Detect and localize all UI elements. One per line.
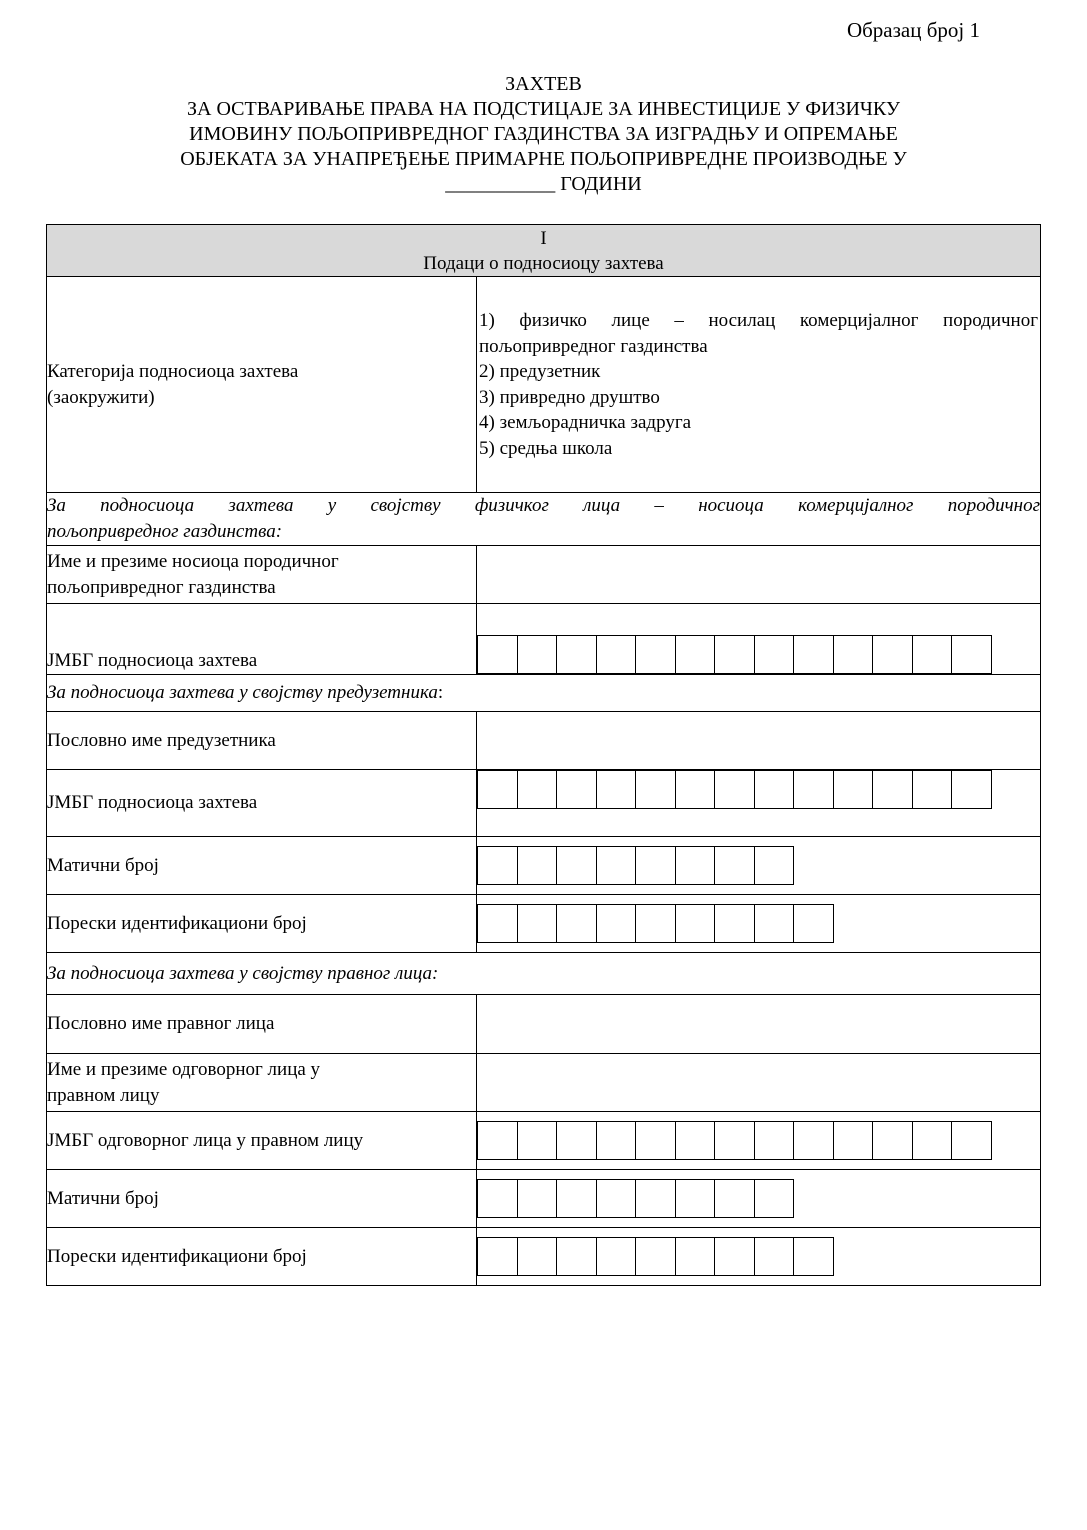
title-line-4: ОБЈЕКАТА ЗА УНАПРЕЂЕЊЕ ПРИМАРНЕ ПОЉОПРИВРЕДНЕ ПРОИЗВОДЊЕ У xyxy=(180,148,907,170)
digit-box[interactable] xyxy=(872,635,913,674)
legal-tax-row xyxy=(47,1228,1041,1286)
digit-box[interactable] xyxy=(675,1237,716,1276)
category-option-1-cont[interactable]: пољопривредног газдинства xyxy=(479,335,708,357)
category-label-line-2: (заокружити) xyxy=(47,386,155,408)
entrepreneur-jmbg-label: ЈМБГ подносиоца захтева xyxy=(47,770,477,837)
digit-box[interactable] xyxy=(675,1121,716,1160)
digit-box[interactable] xyxy=(675,1179,716,1218)
digit-box[interactable] xyxy=(714,1237,755,1276)
category-row xyxy=(47,277,1041,493)
holder-name-field[interactable] xyxy=(477,546,1041,604)
entrepreneur-name-field[interactable] xyxy=(477,712,1041,770)
legal-reg-row xyxy=(47,1170,1041,1228)
entrepreneur-tax-row xyxy=(47,895,1041,953)
entrepreneur-heading-row xyxy=(47,675,1041,712)
digit-box[interactable] xyxy=(635,635,676,674)
digit-box[interactable] xyxy=(517,635,558,674)
physical-person-heading-line-2: пољопривредног газдинства: xyxy=(47,521,283,542)
legal-name-field[interactable] xyxy=(477,995,1041,1054)
digit-box[interactable] xyxy=(517,904,558,943)
document-title xyxy=(0,72,1087,197)
digit-box[interactable] xyxy=(793,635,834,674)
physical-jmbg-field xyxy=(477,604,1041,675)
digit-box[interactable] xyxy=(635,770,676,809)
entrepreneur-tax-label: Порески идентификациони број xyxy=(47,895,477,953)
category-option-5[interactable]: 5) средња школа xyxy=(479,437,613,459)
digit-box[interactable] xyxy=(754,1237,795,1276)
digit-box[interactable] xyxy=(754,635,795,674)
entrepreneur-jmbg-row xyxy=(47,770,1041,837)
section-number: I xyxy=(540,227,547,249)
digit-box[interactable] xyxy=(793,1121,834,1160)
digit-box[interactable] xyxy=(556,1179,597,1218)
digit-box[interactable] xyxy=(596,846,637,885)
legal-name-label: Пословно име правног лица xyxy=(47,995,477,1054)
legal-jmbg-boxes[interactable] xyxy=(477,1121,1040,1160)
digit-box[interactable] xyxy=(596,635,637,674)
digit-box[interactable] xyxy=(477,635,518,674)
digit-box[interactable] xyxy=(556,770,597,809)
digit-box[interactable] xyxy=(635,1237,676,1276)
digit-box[interactable] xyxy=(714,635,755,674)
digit-box[interactable] xyxy=(793,1237,834,1276)
holder-name-row xyxy=(47,546,1041,604)
digit-box[interactable] xyxy=(793,770,834,809)
digit-box[interactable] xyxy=(714,904,755,943)
responsible-person-label-line-1: Име и презиме одговорног лица у xyxy=(47,1058,321,1080)
digit-box[interactable] xyxy=(517,1237,558,1276)
legal-tax-label: Порески идентификациони број xyxy=(47,1228,477,1286)
physical-jmbg-boxes[interactable] xyxy=(477,635,1040,674)
applicant-data-table xyxy=(46,224,1041,1286)
title-line-5: ___________ ГОДИНИ xyxy=(445,173,642,195)
section-title: Подаци о подносиоцу захтева xyxy=(423,252,664,274)
entrepreneur-jmbg-boxes[interactable] xyxy=(477,770,1040,809)
digit-box[interactable] xyxy=(833,635,874,674)
digit-box[interactable] xyxy=(517,1179,558,1218)
digit-box[interactable] xyxy=(912,770,953,809)
entrepreneur-reg-field xyxy=(477,837,1041,895)
digit-box[interactable] xyxy=(477,1121,518,1160)
digit-box[interactable] xyxy=(714,770,755,809)
section-header xyxy=(47,225,1041,277)
digit-box[interactable] xyxy=(714,1121,755,1160)
digit-box[interactable] xyxy=(635,1121,676,1160)
legal-tax-field xyxy=(477,1228,1041,1286)
entrepreneur-jmbg-field xyxy=(477,770,1041,837)
legal-jmbg-row xyxy=(47,1112,1041,1170)
digit-box[interactable] xyxy=(714,846,755,885)
digit-box[interactable] xyxy=(754,846,795,885)
section-header-row xyxy=(47,225,1041,277)
legal-jmbg-field xyxy=(477,1112,1041,1170)
digit-box[interactable] xyxy=(517,1121,558,1160)
digit-box[interactable] xyxy=(754,904,795,943)
digit-box[interactable] xyxy=(477,1179,518,1218)
digit-box[interactable] xyxy=(517,770,558,809)
physical-person-heading-row xyxy=(47,493,1041,546)
digit-box[interactable] xyxy=(872,770,913,809)
digit-box[interactable] xyxy=(596,1179,637,1218)
digit-box[interactable] xyxy=(833,770,874,809)
digit-box[interactable] xyxy=(675,635,716,674)
responsible-person-label xyxy=(47,1054,477,1112)
digit-box[interactable] xyxy=(754,770,795,809)
physical-jmbg-label-text: ЈМБГ подносиоца захтева xyxy=(47,650,258,671)
digit-box[interactable] xyxy=(951,770,992,809)
category-option-3[interactable]: 3) привредно друштво xyxy=(479,386,660,408)
entrepreneur-reg-label: Матични број xyxy=(47,837,477,895)
entrepreneur-reg-row xyxy=(47,837,1041,895)
physical-person-heading-line-1: За подносиоца захтева у својству физичког лица – носиоца комерцијалног породичног xyxy=(47,495,1041,516)
entrepreneur-heading xyxy=(47,675,1041,712)
digit-box[interactable] xyxy=(912,635,953,674)
category-label-line-1: Категорија подносиоца захтева xyxy=(47,360,299,382)
entrepreneur-heading-colon: : xyxy=(437,682,444,703)
legal-jmbg-label: ЈМБГ одговорног лица у правном лицу xyxy=(47,1112,477,1170)
digit-box[interactable] xyxy=(714,1179,755,1218)
entrepreneur-name-row xyxy=(47,712,1041,770)
entrepreneur-heading-text: За подносиоца захтева у својству предузетника xyxy=(47,682,438,703)
digit-box[interactable] xyxy=(596,904,637,943)
digit-box[interactable] xyxy=(754,1121,795,1160)
physical-person-heading xyxy=(47,493,1041,546)
digit-box[interactable] xyxy=(556,846,597,885)
legal-name-row xyxy=(47,995,1041,1054)
digit-box[interactable] xyxy=(833,1121,874,1160)
digit-box[interactable] xyxy=(912,1121,953,1160)
digit-box[interactable] xyxy=(635,846,676,885)
responsible-person-row xyxy=(47,1054,1041,1112)
legal-reg-field xyxy=(477,1170,1041,1228)
form-number: Образац број 1 xyxy=(846,18,980,42)
digit-box[interactable] xyxy=(793,904,834,943)
digit-box[interactable] xyxy=(872,1121,913,1160)
category-option-2[interactable]: 2) предузетник xyxy=(479,361,601,382)
digit-box[interactable] xyxy=(556,904,597,943)
digit-box[interactable] xyxy=(596,1237,637,1276)
digit-box[interactable] xyxy=(517,846,558,885)
digit-box[interactable] xyxy=(477,770,518,809)
digit-box[interactable] xyxy=(675,904,716,943)
legal-entity-heading-row xyxy=(47,953,1041,995)
legal-reg-boxes[interactable] xyxy=(477,1179,1040,1218)
category-label xyxy=(47,277,477,493)
title-line-1: ЗАХТЕВ xyxy=(505,73,582,95)
legal-tax-boxes[interactable] xyxy=(477,1237,1040,1276)
digit-box[interactable] xyxy=(477,904,518,943)
digit-box[interactable] xyxy=(477,846,518,885)
category-options[interactable] xyxy=(477,277,1041,493)
entrepreneur-name-label: Пословно име предузетника xyxy=(47,712,477,770)
legal-entity-heading: За подносиоца захтева у својству правног лица: xyxy=(47,953,1041,995)
physical-jmbg-row xyxy=(47,604,1041,675)
digit-box[interactable] xyxy=(635,904,676,943)
digit-box[interactable] xyxy=(754,1179,795,1218)
digit-box[interactable] xyxy=(596,770,637,809)
title-line-3: ИМОВИНУ ПОЉОПРИВРЕДНОГ ГАЗДИНСТВА ЗА ИЗГРАДЊУ И ОПРЕМАЊЕ xyxy=(189,123,898,145)
digit-box[interactable] xyxy=(951,1121,992,1160)
responsible-person-label-line-2: правном лицу xyxy=(47,1084,160,1106)
holder-name-label xyxy=(47,546,477,604)
category-option-1[interactable]: 1) физичко лице – носилац комерцијалног породичног xyxy=(479,310,1039,331)
title-line-2: ЗА ОСТВАРИВАЊЕ ПРАВА НА ПОДСТИЦАЈЕ ЗА ИНВЕСТИЦИЈЕ У ФИЗИЧКУ xyxy=(186,98,901,120)
holder-name-label-line-2: пољопривредног газдинства xyxy=(47,576,276,598)
responsible-person-field[interactable] xyxy=(477,1054,1041,1112)
entrepreneur-tax-field xyxy=(477,895,1041,953)
digit-box[interactable] xyxy=(556,635,597,674)
holder-name-label-line-1: Име и презиме носиоца породичног xyxy=(47,550,339,572)
digit-box[interactable] xyxy=(675,846,716,885)
digit-box[interactable] xyxy=(675,770,716,809)
digit-box[interactable] xyxy=(477,1237,518,1276)
digit-box[interactable] xyxy=(596,1121,637,1160)
digit-box[interactable] xyxy=(635,1179,676,1218)
digit-box[interactable] xyxy=(556,1121,597,1160)
physical-jmbg-label xyxy=(47,604,477,675)
digit-box[interactable] xyxy=(556,1237,597,1276)
legal-reg-label: Матични број xyxy=(47,1170,477,1228)
digit-box[interactable] xyxy=(951,635,992,674)
category-option-4[interactable]: 4) земљорадничка задруга xyxy=(479,412,692,433)
entrepreneur-tax-boxes[interactable] xyxy=(477,904,1040,943)
entrepreneur-reg-boxes[interactable] xyxy=(477,846,1040,885)
